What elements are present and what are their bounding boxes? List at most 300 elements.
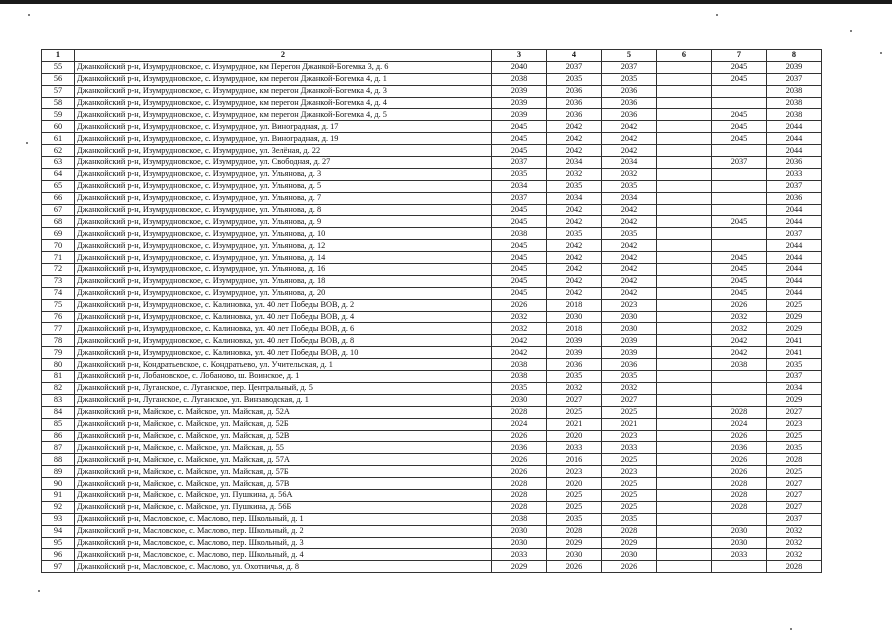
year-cell: 2042: [602, 240, 657, 252]
row-number-cell: 88: [42, 454, 75, 466]
year-cell: 2035: [492, 382, 547, 394]
year-cell: [657, 264, 712, 276]
year-cell: [657, 299, 712, 311]
year-cell: [657, 216, 712, 228]
year-cell: [657, 204, 712, 216]
table-row: [42, 430, 822, 442]
year-cell: 2045: [712, 264, 767, 276]
table-row: [42, 311, 822, 323]
year-cell: 2042: [712, 347, 767, 359]
row-number-cell: 81: [42, 371, 75, 383]
row-number-cell: 97: [42, 561, 75, 573]
year-cell: [657, 168, 712, 180]
year-cell: 2028: [767, 561, 822, 573]
year-cell: [712, 180, 767, 192]
year-cell: 2026: [547, 561, 602, 573]
table-row: [42, 442, 822, 454]
address-cell: Джанкойский р-н, Изумрудновское, с. Изумрудное, км перегон Джанкой-Богемка 4, д. 3: [75, 85, 492, 97]
year-cell: 2042: [547, 204, 602, 216]
year-cell: 2030: [712, 525, 767, 537]
year-cell: [657, 311, 712, 323]
year-cell: 2042: [602, 287, 657, 299]
year-cell: 2025: [767, 299, 822, 311]
year-cell: 2042: [602, 216, 657, 228]
address-cell: Джанкойский р-н, Майское, с. Майское, ул. Майская, д. 57А: [75, 454, 492, 466]
row-number-cell: 93: [42, 513, 75, 525]
table-row: [42, 323, 822, 335]
year-cell: 2035: [602, 371, 657, 383]
row-number-cell: 75: [42, 299, 75, 311]
year-cell: 2034: [547, 157, 602, 169]
table-row: [42, 478, 822, 490]
year-cell: 2042: [602, 121, 657, 133]
address-cell: Джанкойский р-н, Майское, с. Майское, ул. Майская, д. 52В: [75, 430, 492, 442]
row-number-cell: 78: [42, 335, 75, 347]
row-number-cell: 95: [42, 537, 75, 549]
row-number-cell: 61: [42, 133, 75, 145]
address-cell: Джанкойский р-н, Изумрудновское, с. Калиновка, ул. 40 лет Победы ВОВ, д. 4: [75, 311, 492, 323]
year-cell: 2039: [547, 347, 602, 359]
address-cell: Джанкойский р-н, Изумрудновское, с. Изумрудное, ул. Ульянова, д. 10: [75, 228, 492, 240]
year-cell: [657, 109, 712, 121]
row-number-cell: 68: [42, 216, 75, 228]
year-cell: 2036: [602, 97, 657, 109]
table-row: [42, 299, 822, 311]
year-cell: 2026: [492, 454, 547, 466]
year-cell: 2035: [767, 442, 822, 454]
year-cell: 2045: [492, 264, 547, 276]
year-cell: 2041: [767, 347, 822, 359]
year-cell: 2045: [712, 287, 767, 299]
header-cell: 3: [492, 50, 547, 62]
year-cell: 2026: [492, 299, 547, 311]
year-cell: 2044: [767, 133, 822, 145]
year-cell: 2041: [767, 335, 822, 347]
year-cell: 2030: [547, 311, 602, 323]
year-cell: 2035: [767, 359, 822, 371]
address-cell: Джанкойский р-н, Изумрудновское, с. Изумрудное, ул. Виноградная, д. 19: [75, 133, 492, 145]
row-number-cell: 79: [42, 347, 75, 359]
table-row: [42, 252, 822, 264]
register-table: [41, 49, 822, 573]
year-cell: 2025: [602, 489, 657, 501]
address-cell: Джанкойский р-н, Масловское, с. Маслово, ул. Охотничья, д. 8: [75, 561, 492, 573]
year-cell: 2018: [547, 299, 602, 311]
header-cell: 5: [602, 50, 657, 62]
row-number-cell: 96: [42, 549, 75, 561]
year-cell: 2026: [712, 454, 767, 466]
address-cell: Джанкойский р-н, Изумрудновское, с. Изумрудное, ул. Ульянова, д. 14: [75, 252, 492, 264]
scan-speck: [28, 14, 30, 16]
year-cell: 2032: [492, 311, 547, 323]
year-cell: 2044: [767, 121, 822, 133]
scan-speck: [38, 590, 40, 592]
year-cell: 2025: [767, 466, 822, 478]
year-cell: 2023: [547, 466, 602, 478]
year-cell: 2045: [712, 216, 767, 228]
year-cell: 2026: [492, 466, 547, 478]
year-cell: 2044: [767, 216, 822, 228]
year-cell: 2023: [767, 418, 822, 430]
year-cell: 2045: [712, 252, 767, 264]
year-cell: 2045: [712, 275, 767, 287]
table-row: [42, 85, 822, 97]
table-row: [42, 61, 822, 73]
table-row: [42, 406, 822, 418]
row-number-cell: 80: [42, 359, 75, 371]
address-cell: Джанкойский р-н, Майское, с. Майское, ул. Майская, д. 55: [75, 442, 492, 454]
year-cell: 2045: [492, 287, 547, 299]
table-row: [42, 371, 822, 383]
year-cell: 2038: [767, 97, 822, 109]
year-cell: 2030: [492, 394, 547, 406]
table-row: [42, 275, 822, 287]
year-cell: 2025: [547, 489, 602, 501]
year-cell: 2045: [492, 121, 547, 133]
year-cell: 2038: [492, 513, 547, 525]
address-cell: Джанкойский р-н, Изумрудновское, с. Изумрудное, ул. Ульянова, д. 8: [75, 204, 492, 216]
table-row: [42, 287, 822, 299]
year-cell: 2036: [547, 85, 602, 97]
year-cell: 2026: [492, 430, 547, 442]
address-cell: Джанкойский р-н, Кондратьевское, с. Кондратьево, ул. Учительская, д. 1: [75, 359, 492, 371]
year-cell: 2037: [767, 228, 822, 240]
year-cell: [657, 97, 712, 109]
row-number-cell: 89: [42, 466, 75, 478]
year-cell: 2028: [712, 489, 767, 501]
year-cell: 2032: [492, 323, 547, 335]
year-cell: 2025: [547, 501, 602, 513]
year-cell: 2037: [712, 157, 767, 169]
scan-speck: [790, 628, 792, 630]
year-cell: 2042: [602, 252, 657, 264]
header-cell: 6: [657, 50, 712, 62]
year-cell: [657, 347, 712, 359]
year-cell: 2030: [602, 549, 657, 561]
row-number-cell: 57: [42, 85, 75, 97]
address-cell: Джанкойский р-н, Изумрудновское, с. Изумрудное, км перегон Джанкой-Богемка 4, д. 1: [75, 73, 492, 85]
year-cell: [657, 133, 712, 145]
year-cell: 2028: [492, 406, 547, 418]
year-cell: 2039: [602, 335, 657, 347]
year-cell: 2038: [492, 228, 547, 240]
year-cell: [712, 228, 767, 240]
address-cell: Джанкойский р-н, Луганское, с. Луганское, пер. Центральный, д. 5: [75, 382, 492, 394]
year-cell: [657, 85, 712, 97]
year-cell: 2037: [492, 192, 547, 204]
row-number-cell: 76: [42, 311, 75, 323]
table-row: [42, 418, 822, 430]
year-cell: 2039: [492, 97, 547, 109]
year-cell: [657, 121, 712, 133]
year-cell: 2026: [712, 430, 767, 442]
year-cell: [657, 394, 712, 406]
year-cell: 2030: [492, 537, 547, 549]
year-cell: 2042: [602, 133, 657, 145]
year-cell: 2039: [547, 335, 602, 347]
table-row: [42, 501, 822, 513]
year-cell: 2026: [602, 561, 657, 573]
address-cell: Джанкойский р-н, Масловское, с. Маслово, пер. Школьный, д. 4: [75, 549, 492, 561]
year-cell: 2037: [492, 157, 547, 169]
year-cell: 2027: [767, 501, 822, 513]
year-cell: [712, 145, 767, 157]
address-cell: Джанкойский р-н, Майское, с. Майское, ул. Пушкина, д. 56А: [75, 489, 492, 501]
address-cell: Джанкойский р-н, Изумрудновское, с. Изумрудное, ул. Ульянова, д. 9: [75, 216, 492, 228]
row-number-cell: 67: [42, 204, 75, 216]
row-number-cell: 92: [42, 501, 75, 513]
year-cell: 2029: [492, 561, 547, 573]
address-cell: Джанкойский р-н, Майское, с. Майское, ул. Майская, д. 52А: [75, 406, 492, 418]
year-cell: 2028: [492, 478, 547, 490]
year-cell: 2042: [492, 335, 547, 347]
address-cell: Джанкойский р-н, Лобановское, с. Лобаново, ш. Воинское, д. 1: [75, 371, 492, 383]
year-cell: 2039: [602, 347, 657, 359]
header-cell: 1: [42, 50, 75, 62]
year-cell: 2029: [767, 323, 822, 335]
row-number-cell: 82: [42, 382, 75, 394]
year-cell: 2038: [492, 359, 547, 371]
year-cell: 2029: [767, 311, 822, 323]
header-cell: 4: [547, 50, 602, 62]
row-number-cell: 74: [42, 287, 75, 299]
year-cell: 2037: [767, 513, 822, 525]
row-number-cell: 91: [42, 489, 75, 501]
address-cell: Джанкойский р-н, Майское, с. Майское, ул. Майская, д. 52Б: [75, 418, 492, 430]
year-cell: 2016: [547, 454, 602, 466]
year-cell: [712, 192, 767, 204]
year-cell: 2045: [712, 109, 767, 121]
year-cell: 2038: [492, 371, 547, 383]
year-cell: 2042: [547, 275, 602, 287]
year-cell: 2036: [767, 192, 822, 204]
year-cell: 2036: [602, 359, 657, 371]
year-cell: 2036: [602, 109, 657, 121]
year-cell: 2025: [602, 406, 657, 418]
year-cell: 2042: [547, 252, 602, 264]
year-cell: 2037: [547, 61, 602, 73]
row-number-cell: 58: [42, 97, 75, 109]
address-cell: Джанкойский р-н, Изумрудновское, с. Изумрудное, км перегон Джанкой-Богемка 4, д. 5: [75, 109, 492, 121]
year-cell: 2042: [547, 133, 602, 145]
year-cell: 2045: [712, 73, 767, 85]
year-cell: 2045: [492, 145, 547, 157]
year-cell: 2045: [492, 275, 547, 287]
year-cell: 2032: [712, 323, 767, 335]
year-cell: 2030: [602, 311, 657, 323]
address-cell: Джанкойский р-н, Изумрудновское, с. Калиновка, ул. 40 лет Победы ВОВ, д. 2: [75, 299, 492, 311]
header-cell: 8: [767, 50, 822, 62]
year-cell: 2038: [767, 109, 822, 121]
year-cell: 2044: [767, 252, 822, 264]
year-cell: 2044: [767, 287, 822, 299]
year-cell: 2035: [547, 228, 602, 240]
year-cell: 2023: [602, 430, 657, 442]
year-cell: 2032: [767, 537, 822, 549]
year-cell: [712, 97, 767, 109]
year-cell: 2032: [602, 382, 657, 394]
year-cell: 2026: [712, 299, 767, 311]
year-cell: [657, 430, 712, 442]
year-cell: [657, 73, 712, 85]
year-cell: 2042: [547, 287, 602, 299]
year-cell: 2027: [602, 394, 657, 406]
year-cell: 2045: [492, 216, 547, 228]
year-cell: 2032: [767, 549, 822, 561]
year-cell: 2032: [547, 382, 602, 394]
table-row: [42, 454, 822, 466]
year-cell: 2037: [767, 73, 822, 85]
year-cell: 2025: [602, 478, 657, 490]
year-cell: 2036: [712, 442, 767, 454]
year-cell: [712, 371, 767, 383]
year-cell: [657, 489, 712, 501]
address-cell: Джанкойский р-н, Изумрудновское, с. Изумрудное, ул. Ульянова, д. 5: [75, 180, 492, 192]
year-cell: 2028: [767, 454, 822, 466]
address-cell: Джанкойский р-н, Изумрудновское, с. Изумрудное, ул. Ульянова, д. 12: [75, 240, 492, 252]
row-number-cell: 59: [42, 109, 75, 121]
address-cell: Джанкойский р-н, Изумрудновское, с. Изумрудное, км перегон Джанкой-Богемка 4, д. 4: [75, 97, 492, 109]
year-cell: 2032: [547, 168, 602, 180]
row-number-cell: 63: [42, 157, 75, 169]
year-cell: 2039: [767, 61, 822, 73]
year-cell: 2035: [602, 180, 657, 192]
year-cell: [657, 549, 712, 561]
year-cell: [712, 168, 767, 180]
row-number-cell: 60: [42, 121, 75, 133]
year-cell: 2034: [492, 180, 547, 192]
year-cell: 2025: [547, 406, 602, 418]
year-cell: [657, 382, 712, 394]
row-number-cell: 77: [42, 323, 75, 335]
year-cell: [657, 513, 712, 525]
year-cell: 2034: [602, 192, 657, 204]
year-cell: 2034: [602, 157, 657, 169]
address-cell: Джанкойский р-н, Изумрудновское, с. Изумрудное, ул. Ульянова, д. 20: [75, 287, 492, 299]
year-cell: 2021: [547, 418, 602, 430]
table-row: [42, 192, 822, 204]
row-number-cell: 65: [42, 180, 75, 192]
table-row: [42, 466, 822, 478]
year-cell: 2042: [602, 264, 657, 276]
year-cell: 2033: [712, 549, 767, 561]
year-cell: 2045: [492, 240, 547, 252]
year-cell: 2027: [767, 406, 822, 418]
year-cell: 2025: [602, 501, 657, 513]
year-cell: 2044: [767, 240, 822, 252]
table-row: [42, 525, 822, 537]
year-cell: 2038: [492, 73, 547, 85]
year-cell: [657, 192, 712, 204]
year-cell: 2042: [712, 335, 767, 347]
table-row: [42, 240, 822, 252]
address-cell: Джанкойский р-н, Масловское, с. Маслово, пер. Школьный, д. 2: [75, 525, 492, 537]
table-row: [42, 168, 822, 180]
year-cell: 2036: [547, 109, 602, 121]
year-cell: 2028: [712, 478, 767, 490]
address-cell: Джанкойский р-н, Изумрудновское, с. Изумрудное, ул. Свободная, д. 27: [75, 157, 492, 169]
year-cell: 2027: [767, 489, 822, 501]
year-cell: 2042: [547, 264, 602, 276]
year-cell: 2030: [602, 323, 657, 335]
table-row: [42, 216, 822, 228]
year-cell: [712, 561, 767, 573]
year-cell: 2025: [767, 430, 822, 442]
year-cell: 2028: [602, 525, 657, 537]
year-cell: 2033: [547, 442, 602, 454]
year-cell: [657, 525, 712, 537]
year-cell: 2037: [767, 371, 822, 383]
year-cell: 2045: [712, 133, 767, 145]
year-cell: 2045: [712, 61, 767, 73]
header-cell: 2: [75, 50, 492, 62]
year-cell: 2036: [547, 359, 602, 371]
table-row: [42, 549, 822, 561]
year-cell: 2039: [492, 109, 547, 121]
year-cell: 2029: [767, 394, 822, 406]
year-cell: 2032: [767, 525, 822, 537]
year-cell: [657, 406, 712, 418]
row-number-cell: 87: [42, 442, 75, 454]
row-number-cell: 94: [42, 525, 75, 537]
year-cell: 2042: [602, 204, 657, 216]
year-cell: [657, 537, 712, 549]
address-cell: Джанкойский р-н, Изумрудновское, с. Калиновка, ул. 40 лет Победы ВОВ, д. 6: [75, 323, 492, 335]
year-cell: 2028: [492, 489, 547, 501]
year-cell: 2034: [767, 382, 822, 394]
year-cell: 2035: [547, 371, 602, 383]
year-cell: 2026: [712, 466, 767, 478]
row-number-cell: 55: [42, 61, 75, 73]
year-cell: 2035: [547, 513, 602, 525]
year-cell: 2024: [712, 418, 767, 430]
year-cell: 2035: [547, 180, 602, 192]
year-cell: 2040: [492, 61, 547, 73]
address-cell: Джанкойский р-н, Изумрудновское, с. Изумрудное, ул. Ульянова, д. 7: [75, 192, 492, 204]
year-cell: 2030: [492, 525, 547, 537]
year-cell: [657, 371, 712, 383]
address-cell: Джанкойский р-н, Изумрудновское, с. Изумрудное, км Перегон Джанкой-Богемка 3, д. 6: [75, 61, 492, 73]
year-cell: 2025: [602, 454, 657, 466]
year-cell: [712, 85, 767, 97]
year-cell: [657, 145, 712, 157]
table-row: [42, 121, 822, 133]
year-cell: 2045: [492, 252, 547, 264]
year-cell: 2035: [492, 168, 547, 180]
row-number-cell: 85: [42, 418, 75, 430]
address-cell: Джанкойский р-н, Майское, с. Майское, ул. Пушкина, д. 56Б: [75, 501, 492, 513]
year-cell: 2027: [767, 478, 822, 490]
year-cell: [657, 454, 712, 466]
year-cell: 2044: [767, 264, 822, 276]
year-cell: 2023: [602, 299, 657, 311]
year-cell: 2042: [547, 145, 602, 157]
year-cell: 2044: [767, 275, 822, 287]
table-row: [42, 513, 822, 525]
row-number-cell: 66: [42, 192, 75, 204]
table-row: [42, 264, 822, 276]
table-row: [42, 73, 822, 85]
year-cell: 2028: [547, 525, 602, 537]
table-row: [42, 228, 822, 240]
year-cell: 2039: [492, 85, 547, 97]
year-cell: 2036: [767, 157, 822, 169]
row-number-cell: 64: [42, 168, 75, 180]
year-cell: [657, 180, 712, 192]
year-cell: 2020: [547, 478, 602, 490]
year-cell: [657, 561, 712, 573]
year-cell: 2035: [547, 73, 602, 85]
